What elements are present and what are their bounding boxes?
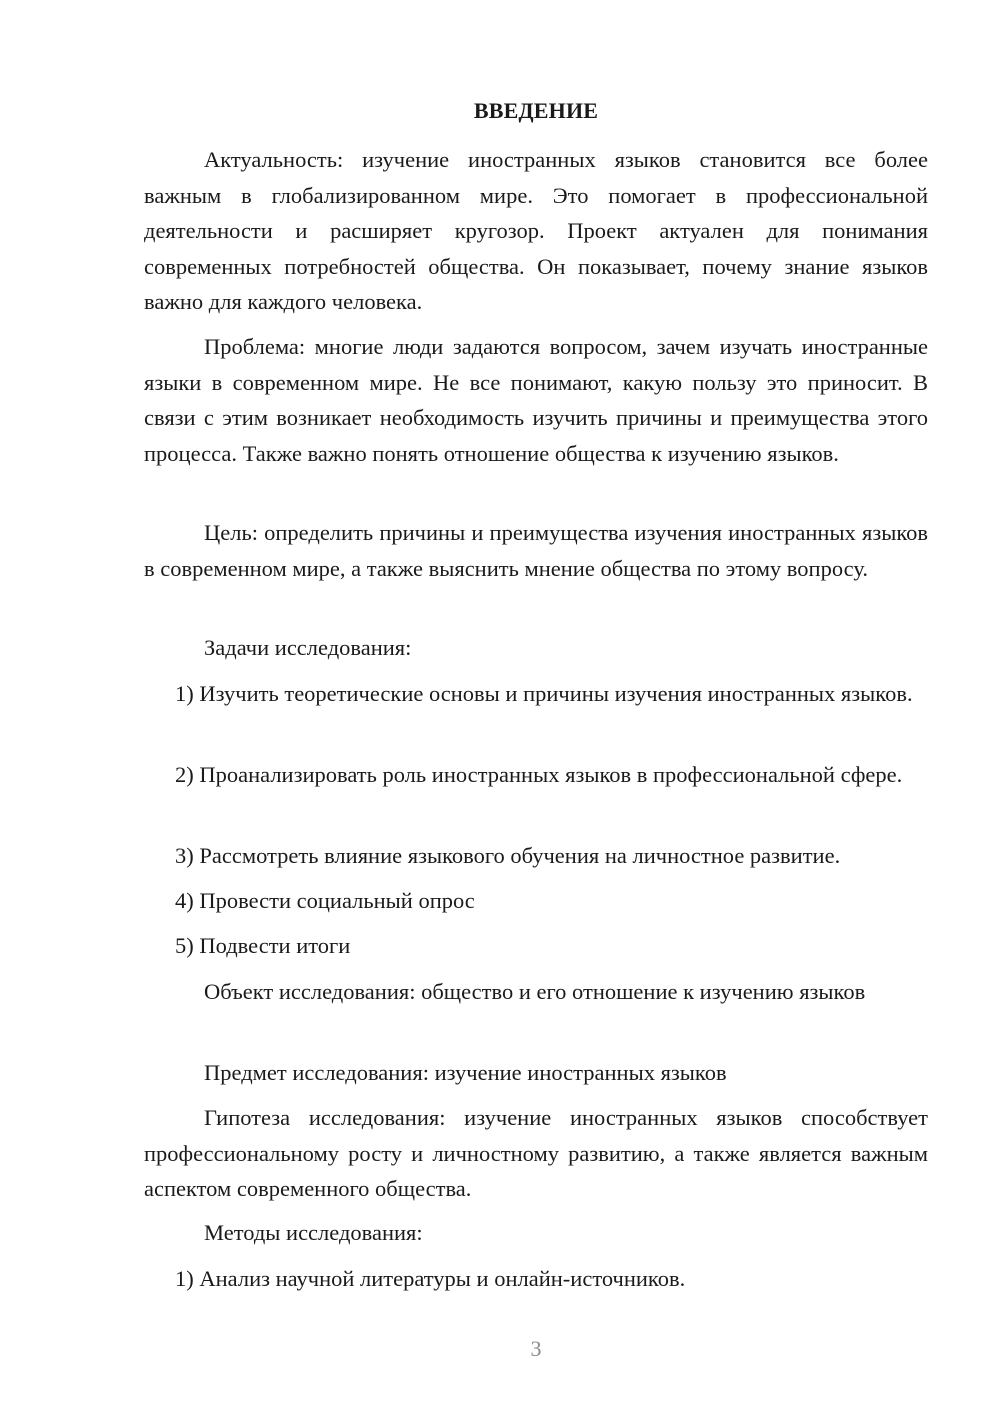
- method-item-1: 1) Анализ научной литературы и онлайн-источников.: [175, 1266, 686, 1291]
- methods-heading: Методы исследования:: [204, 1220, 423, 1245]
- page-number: 3: [530, 1336, 542, 1361]
- task-item-4: 4) Провести социальный опрос: [175, 888, 475, 913]
- subject-paragraph: Предмет исследования: изучение иностранных языков: [204, 1060, 727, 1085]
- document-page: [144, 0, 928, 1414]
- problem-paragraph: Проблема: многие люди задаются вопросом, зачем изучать иностранные языки в современном мире. Не все понимают, какую пользу это приносит. В связи с этим возникает необходимость изучить причины и преимущества этого процесса. Также важно понять отношение общества к изучению языков.: [144, 334, 928, 466]
- task-item-1: 1) Изучить теоретические основы и причины изучения иностранных языков.: [175, 681, 913, 706]
- page-title: ВВЕДЕНИЕ: [473, 98, 599, 123]
- tasks-heading: Задачи исследования:: [204, 635, 412, 660]
- object-paragraph: Объект исследования: общество и его отношение к изучению языков: [204, 979, 866, 1004]
- task-item-5: 5) Подвести итоги: [175, 933, 351, 958]
- hypothesis-paragraph: Гипотеза исследования: изучение иностранных языков способствует профессиональному росту и личностному развитию, а также является важным аспектом современного общества.: [144, 1105, 928, 1201]
- task-item-2: 2) Проанализировать роль иностранных языков в профессиональной сфере.: [175, 762, 903, 787]
- goal-paragraph: Цель: определить причины и преимущества изучения иностранных языков в современном мире, а также выяснить мнение общества по этому вопросу.: [144, 520, 928, 581]
- task-item-3: 3) Рассмотреть влияние языкового обучения на личностное развитие.: [175, 843, 841, 868]
- relevance-paragraph: Актуальность: изучение иностранных языков становится все более важным в глобализированном мире. Это помогает в профессиональной деятельности и расширяет кругозор. Проект актуален для понимания современных потребностей общества. Он показывает, почему знание языков важно для каждого человека.: [144, 147, 928, 314]
